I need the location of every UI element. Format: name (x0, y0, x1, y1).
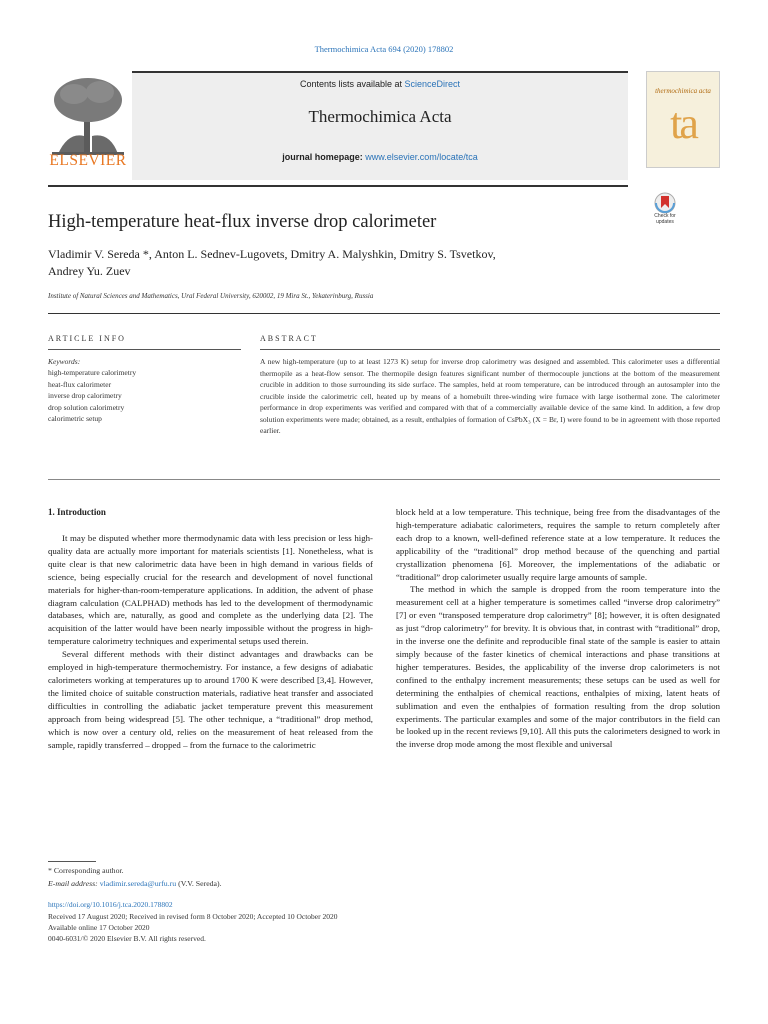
homepage-prefix: journal homepage: (282, 152, 366, 162)
elsevier-logo (48, 72, 128, 182)
paragraph: The method in which the sample is dropped from the room temperature into the measurement cell at a higher temperature is sometimes called “inverse drop calorimetry” [7] or even “transposed temperature drop calorimetry” [8]; however, it is often designated as just “drop calorimetry” for brevity. It is obvious that, in contrast with “traditional” drop, in the inverse one the definite and reproducible final state of the sample is easier to attain simply because of the faster kinetics of chemical interactions and phase transitions at higher temperatures. Besides, the applicability of the inverse drop calorimeters is not confined to the enthalpy increment measurements; these setups can be used as well for determining the enthalpies of chemical reactions, enthalpies of mixing, latent heats of sublimation and even the enthalpies of formation resulting from the drop solution experiments. The particular examples and some of the major contributors in the field can be looked up in the recent reviews [9,10]. All this puts the calorimeters designed to work in the inverse drop mode among the most flexible and universal (396, 584, 720, 750)
cover-letters: ta (670, 99, 696, 148)
abstract-rule (260, 349, 720, 350)
doi-link[interactable]: https://doi.org/10.1016/j.tca.2020.178802 (48, 900, 173, 909)
header-rule (48, 185, 628, 187)
body-column-right (396, 506, 720, 751)
keywords-label: Keywords: (48, 357, 81, 366)
keyword-item: inverse drop calorimetry (48, 391, 122, 401)
article-title: High-temperature heat-flux inverse drop calorimeter (48, 212, 437, 232)
divider (48, 479, 720, 480)
elsevier-wordmark: ELSEVIER (49, 152, 127, 169)
paragraph: block held at a low temperature. This technique, being free from the disadvantages of the high-temperature adiabatic calorimeters, requires the sample to return completely after each drop to a known, well-defined reference state at a low temperature. It reduces the applicability of the “traditional” drop method because of the quenching and partial crystallization phenomena [6]. Moreover, the implementations of the adiabatic or “traditional” drop calorimeter usually require large amounts of sample. (396, 507, 720, 582)
crossmark-line2: updates (656, 218, 674, 225)
body-column-left (48, 532, 373, 751)
article-info-heading: ARTICLE INFO (48, 334, 126, 343)
sciencedirect-link[interactable]: ScienceDirect (404, 79, 461, 89)
journal-cover[interactable] (646, 71, 720, 168)
paragraph: It may be disputed whether more thermodynamic data with less precision or less high-quality data are actually more important for materials scientists [1]. Nonetheless, what is quite clear is that new calorimetric data have been in high demand in various fields of science, being especially crucial for the research and development of novel functional materials for higher-than-room-temperature applications. In addition, the advent of phase diagram calculation (CALPHAD) methods has led to the development of thermodynamic databases, which are, naturally, as good and complete as the underlying data [2]. The acquisition of the latter would have been nearly impossible without the progress in high-temperature calorimetry techniques and experimental setups used therein. (48, 533, 373, 647)
email-suffix: (V.V. Sereda). (176, 879, 222, 888)
keyword-item: calorimetric setup (48, 414, 102, 424)
author-list (48, 246, 648, 280)
journal-reference[interactable]: Thermochimica Acta 694 (2020) 178802 (314, 44, 454, 54)
crossmark-line1: Check for (654, 213, 676, 219)
journal-title: Thermochimica Acta (308, 107, 452, 126)
email-label: E-mail address: (48, 879, 100, 888)
keyword-item: drop solution calorimetry (48, 402, 125, 412)
email-link[interactable]: vladimir.sereda@urfu.ru (99, 879, 177, 888)
copyright: 0040-6031/© 2020 Elsevier B.V. All rights reserved. (48, 934, 206, 943)
corresponding-author-note: * Corresponding author. (48, 866, 124, 875)
contents-line (132, 79, 628, 89)
keyword-item: high-temperature calorimetry (48, 368, 137, 378)
homepage-line (132, 152, 628, 162)
contents-prefix: Contents lists available at (299, 79, 405, 89)
crossmark-badge[interactable] (646, 191, 684, 231)
email-note (48, 879, 222, 888)
affiliation: Institute of Natural Sciences and Mathematics, Ural Federal University, 620002, 19 Mira St., Yekaterinburg, Russia (48, 292, 374, 300)
article-history (48, 911, 338, 944)
article-info-rule (48, 349, 241, 350)
abstract-heading: ABSTRACT (260, 334, 318, 343)
crossmark-icon (646, 191, 684, 215)
footnote-rule (48, 861, 96, 862)
crossmark-text (646, 214, 684, 225)
keyword-item: heat-flux calorimeter (48, 379, 112, 389)
paragraph: Several different methods with their distinct advantages and drawbacks can be employed in high-temperature thermochemistry. For instance, a few designs of adiabatic calorimeters working at temperatures up to around 1700 K were described [3,4]. However, the limited choice of suitable construction materials, radiative heat transfer and associated difficulties in controlling the adiabatic jacket temperature prevent this measurement approach from being widespread [5]. The other technique, a “traditional” drop method, which is now over a century old, relies on the measurement of heat released from the sample, rapidly transferred – dropped – from the furnace to the calorimetric (48, 649, 373, 750)
abstract-text: A new high-temperature (up to at least 1273 K) setup for inverse drop calorimetry was designed and assembled. This calorimeter uses a differential thermopile as a heat-flow sensor. The thermopile design features significant number of thermocouple junctions at the bottom of the measurement crucible in addition to those surrounding its side surface. The samples, held at room temperature, can be introduced through an autosampler into the crucible inside the calorimetric cell, heated up by means of a homebuilt three-winding wire furnace with large isothermal zone. The calorimeter performance in drop experiments was verified and compared with that of a commercially available device of the same kind. In addition, a few drop solution experiments were made; obtained, as a result, enthalpies of formation of CsPbX₃ (X = Br, I) were found to be in agreement with those reported earlier. (260, 357, 720, 435)
divider (48, 313, 720, 314)
cover-title: thermochimica acta (655, 87, 711, 95)
online-date: Available online 17 October 2020 (48, 923, 150, 932)
authors-line-1[interactable]: Vladimir V. Sereda *, Anton L. Sednev-Lugovets, Dmitry A. Malyshkin, Dmitry S. Tsvetkov, (48, 247, 496, 261)
authors-line-2[interactable]: Andrey Yu. Zuev (48, 264, 131, 278)
section-heading: 1. Introduction (48, 507, 106, 517)
homepage-link[interactable]: www.elsevier.com/locate/tca (365, 152, 478, 162)
keywords-block (48, 356, 241, 424)
received-dates: Received 17 August 2020; Received in revised form 8 October 2020; Accepted 10 October 2020 (48, 912, 338, 921)
